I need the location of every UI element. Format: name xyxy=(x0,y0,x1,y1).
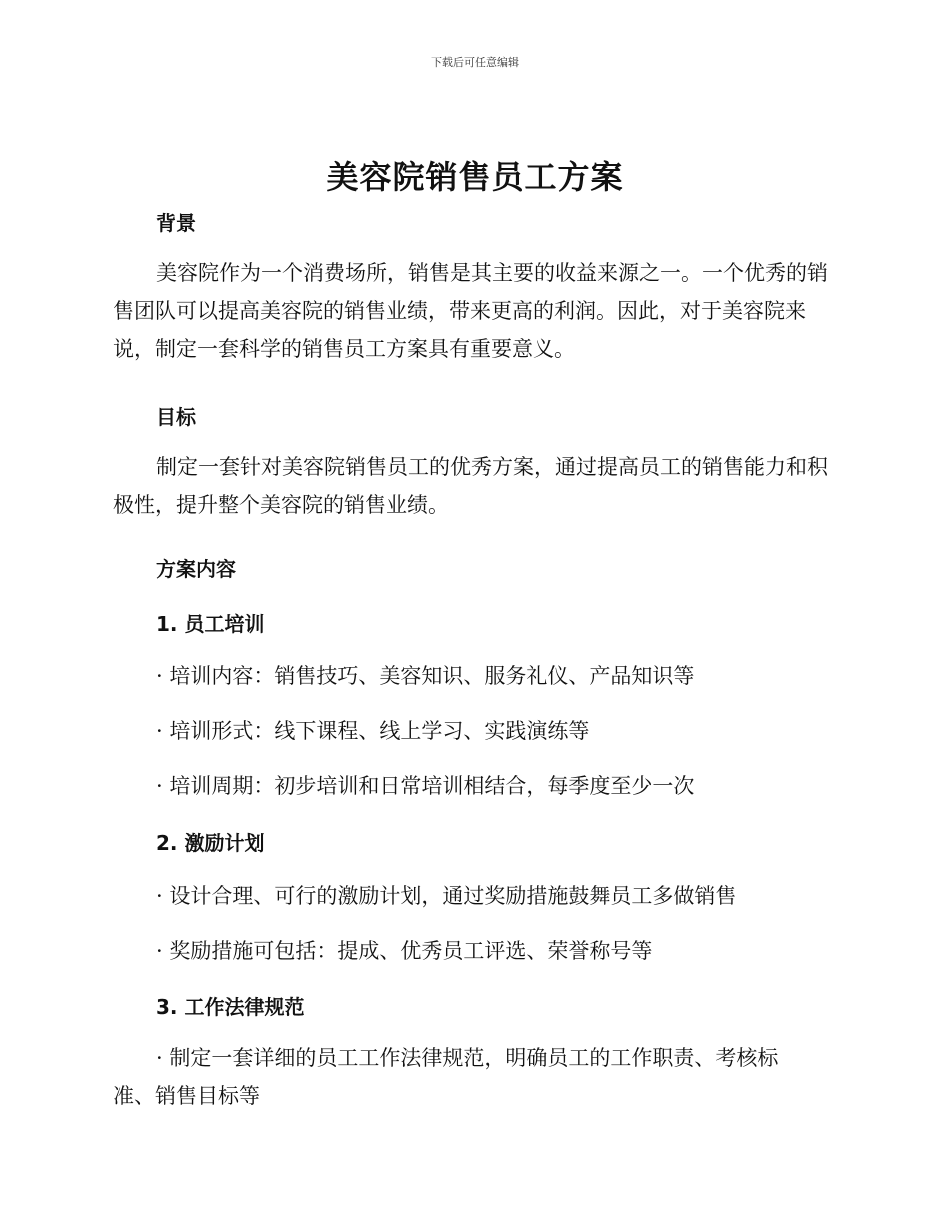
subsection-heading-incentive: 2. 激励计划 xyxy=(156,831,265,855)
section-heading-goal: 目标 xyxy=(156,405,196,429)
section-heading-plan: 方案内容 xyxy=(156,557,236,581)
list-item: · 培训内容：销售技巧、美容知识、服务礼仪、产品知识等 xyxy=(156,664,695,688)
paragraph-goal: 制定一套针对美容院销售员工的优秀方案，通过提高员工的销售能力和积极性，提升整个美容院的销售业绩。 xyxy=(113,455,828,517)
list-item: · 设计合理、可行的激励计划，通过奖励措施鼓舞员工多做销售 xyxy=(156,884,737,908)
list-item: · 培训形式：线下课程、线上学习、实践演练等 xyxy=(156,719,590,743)
list-item: · 制定一套详细的员工工作法律规范，明确员工的工作职责、考核标准、销售目标等 xyxy=(113,1046,779,1108)
list-item: · 培训周期：初步培训和日常培训相结合，每季度至少一次 xyxy=(156,774,695,798)
document-title: 美容院销售员工方案 xyxy=(326,158,624,196)
subsection-heading-training: 1. 员工培训 xyxy=(156,612,265,636)
header-note: 下载后可任意编辑 xyxy=(431,56,519,69)
section-heading-background: 背景 xyxy=(156,211,196,235)
subsection-heading-rules: 3. 工作法律规范 xyxy=(156,995,305,1019)
list-item: · 奖励措施可包括：提成、优秀员工评选、荣誉称号等 xyxy=(156,939,653,963)
paragraph-background: 美容院作为一个消费场所，销售是其主要的收益来源之一。一个优秀的销售团队可以提高美容院的销售业绩，带来更高的利润。因此，对于美容院来说，制定一套科学的销售员工方案具有重要意义。 xyxy=(113,261,828,361)
